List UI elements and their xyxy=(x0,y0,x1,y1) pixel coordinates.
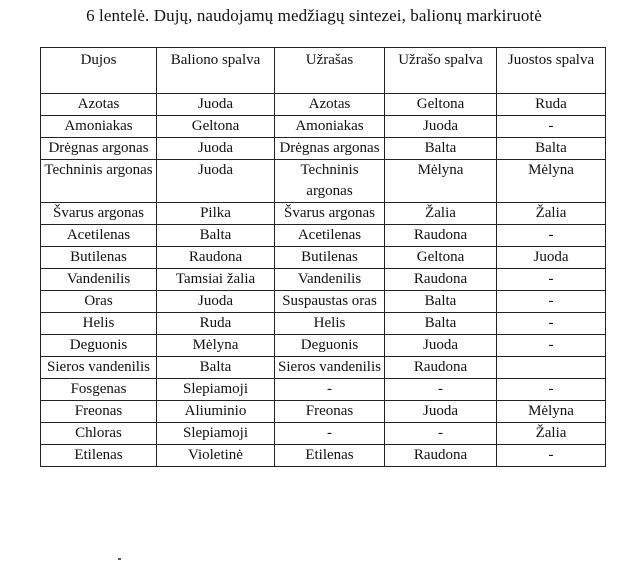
cell-cylinder-color: Geltona xyxy=(157,116,275,138)
cell-gas: Deguonis xyxy=(41,335,157,357)
cell-inscription-color: Žalia xyxy=(385,203,497,225)
cell-stripe-color: - xyxy=(497,445,606,467)
cell-inscription-color: Balta xyxy=(385,291,497,313)
cell-inscription-color: Juoda xyxy=(385,335,497,357)
cell-cylinder-color: Balta xyxy=(157,357,275,379)
table-row xyxy=(41,247,606,269)
table-row xyxy=(41,94,606,116)
cell-gas: Freonas xyxy=(41,401,157,423)
cell-inscription: Švarus argonas xyxy=(275,203,385,225)
table-header xyxy=(41,48,606,94)
cell-gas: Acetilenas xyxy=(41,225,157,247)
cell-inscription-color: Geltona xyxy=(385,247,497,269)
cell-gas: Helis xyxy=(41,313,157,335)
header-gas: Dujos xyxy=(41,48,157,94)
cell-gas: Azotas xyxy=(41,94,157,116)
cell-inscription-color: Juoda xyxy=(385,401,497,423)
cell-inscription: Helis xyxy=(275,313,385,335)
cell-inscription: Suspaustas oras xyxy=(275,291,385,313)
cell-inscription: Deguonis xyxy=(275,335,385,357)
cell-stripe-color: - xyxy=(497,379,606,401)
table-row xyxy=(41,225,606,247)
cell-gas: Sieros vandenilis xyxy=(41,357,157,379)
cell-inscription-color: Raudona xyxy=(385,357,497,379)
header-row xyxy=(41,48,606,94)
cell-inscription: Butilenas xyxy=(275,247,385,269)
cell-gas: Vandenilis xyxy=(41,269,157,291)
cell-gas: Techninis argonas xyxy=(41,160,157,203)
cell-cylinder-color: Ruda xyxy=(157,313,275,335)
scan-speck xyxy=(118,558,121,560)
table-row xyxy=(41,269,606,291)
cell-inscription-color: - xyxy=(385,423,497,445)
cell-stripe-color: Balta xyxy=(497,138,606,160)
cell-stripe-color: Mėlyna xyxy=(497,160,606,203)
cell-inscription: - xyxy=(275,379,385,401)
header-inscription: Užrašas xyxy=(275,48,385,94)
table-row xyxy=(41,203,606,225)
cell-gas: Amoniakas xyxy=(41,116,157,138)
cell-gas: Oras xyxy=(41,291,157,313)
table-row xyxy=(41,401,606,423)
table-row xyxy=(41,445,606,467)
cell-stripe-color: Ruda xyxy=(497,94,606,116)
cell-stripe-color: Žalia xyxy=(497,423,606,445)
table-row xyxy=(41,335,606,357)
cell-inscription-color: Balta xyxy=(385,138,497,160)
cell-inscription-color: - xyxy=(385,379,497,401)
cell-gas: Fosgenas xyxy=(41,379,157,401)
cell-stripe-color: - xyxy=(497,335,606,357)
cell-inscription-color: Raudona xyxy=(385,269,497,291)
cell-stripe-color: - xyxy=(497,269,606,291)
cell-inscription-color: Juoda xyxy=(385,116,497,138)
table-caption: 6 lentelė. Dujų, naudojamų medžiagų sintezei, balionų markiruotė xyxy=(86,6,542,25)
table-row xyxy=(41,379,606,401)
cell-inscription: Acetilenas xyxy=(275,225,385,247)
cell-gas: Butilenas xyxy=(41,247,157,269)
cell-cylinder-color: Mėlyna xyxy=(157,335,275,357)
cell-inscription-color: Geltona xyxy=(385,94,497,116)
cell-inscription: Techninis argonas xyxy=(275,160,385,203)
cell-inscription-color: Balta xyxy=(385,313,497,335)
cell-inscription-color: Mėlyna xyxy=(385,160,497,203)
cell-cylinder-color: Tamsiai žalia xyxy=(157,269,275,291)
cell-inscription: Etilenas xyxy=(275,445,385,467)
cell-inscription: Amoniakas xyxy=(275,116,385,138)
cell-cylinder-color: Juoda xyxy=(157,138,275,160)
cell-gas: Etilenas xyxy=(41,445,157,467)
cell-cylinder-color: Raudona xyxy=(157,247,275,269)
cell-stripe-color: Žalia xyxy=(497,203,606,225)
cell-stripe-color: Mėlyna xyxy=(497,401,606,423)
header-inscription-color: Užrašo spalva xyxy=(385,48,497,94)
table-row xyxy=(41,116,606,138)
cell-stripe-color: - xyxy=(497,313,606,335)
cell-inscription: Sieros vandenilis xyxy=(275,357,385,379)
gas-cylinder-table xyxy=(40,47,606,467)
table-body xyxy=(41,94,606,467)
cell-cylinder-color: Slepiamoji xyxy=(157,379,275,401)
table-row xyxy=(41,423,606,445)
cell-stripe-color: - xyxy=(497,116,606,138)
cell-cylinder-color: Violetinė xyxy=(157,445,275,467)
cell-cylinder-color: Juoda xyxy=(157,160,275,203)
cell-gas: Chloras xyxy=(41,423,157,445)
table-row xyxy=(41,357,606,379)
cell-cylinder-color: Balta xyxy=(157,225,275,247)
header-cylinder-color: Baliono spalva xyxy=(157,48,275,94)
cell-inscription: Azotas xyxy=(275,94,385,116)
cell-inscription-color: Raudona xyxy=(385,445,497,467)
cell-stripe-color: Juoda xyxy=(497,247,606,269)
cell-stripe-color: - xyxy=(497,291,606,313)
cell-cylinder-color: Aliuminio xyxy=(157,401,275,423)
cell-inscription: Vandenilis xyxy=(275,269,385,291)
cell-cylinder-color: Juoda xyxy=(157,94,275,116)
cell-inscription: Freonas xyxy=(275,401,385,423)
cell-gas: Drėgnas argonas xyxy=(41,138,157,160)
cell-cylinder-color: Juoda xyxy=(157,291,275,313)
table-row xyxy=(41,138,606,160)
cell-stripe-color xyxy=(497,357,606,379)
cell-cylinder-color: Slepiamoji xyxy=(157,423,275,445)
cell-inscription: Drėgnas argonas xyxy=(275,138,385,160)
cell-gas: Švarus argonas xyxy=(41,203,157,225)
table-row xyxy=(41,291,606,313)
table-row xyxy=(41,313,606,335)
cell-stripe-color: - xyxy=(497,225,606,247)
table-row xyxy=(41,160,606,203)
cell-cylinder-color: Pilka xyxy=(157,203,275,225)
cell-inscription: - xyxy=(275,423,385,445)
cell-inscription-color: Raudona xyxy=(385,225,497,247)
header-stripe-color: Juostos spalva xyxy=(497,48,606,94)
